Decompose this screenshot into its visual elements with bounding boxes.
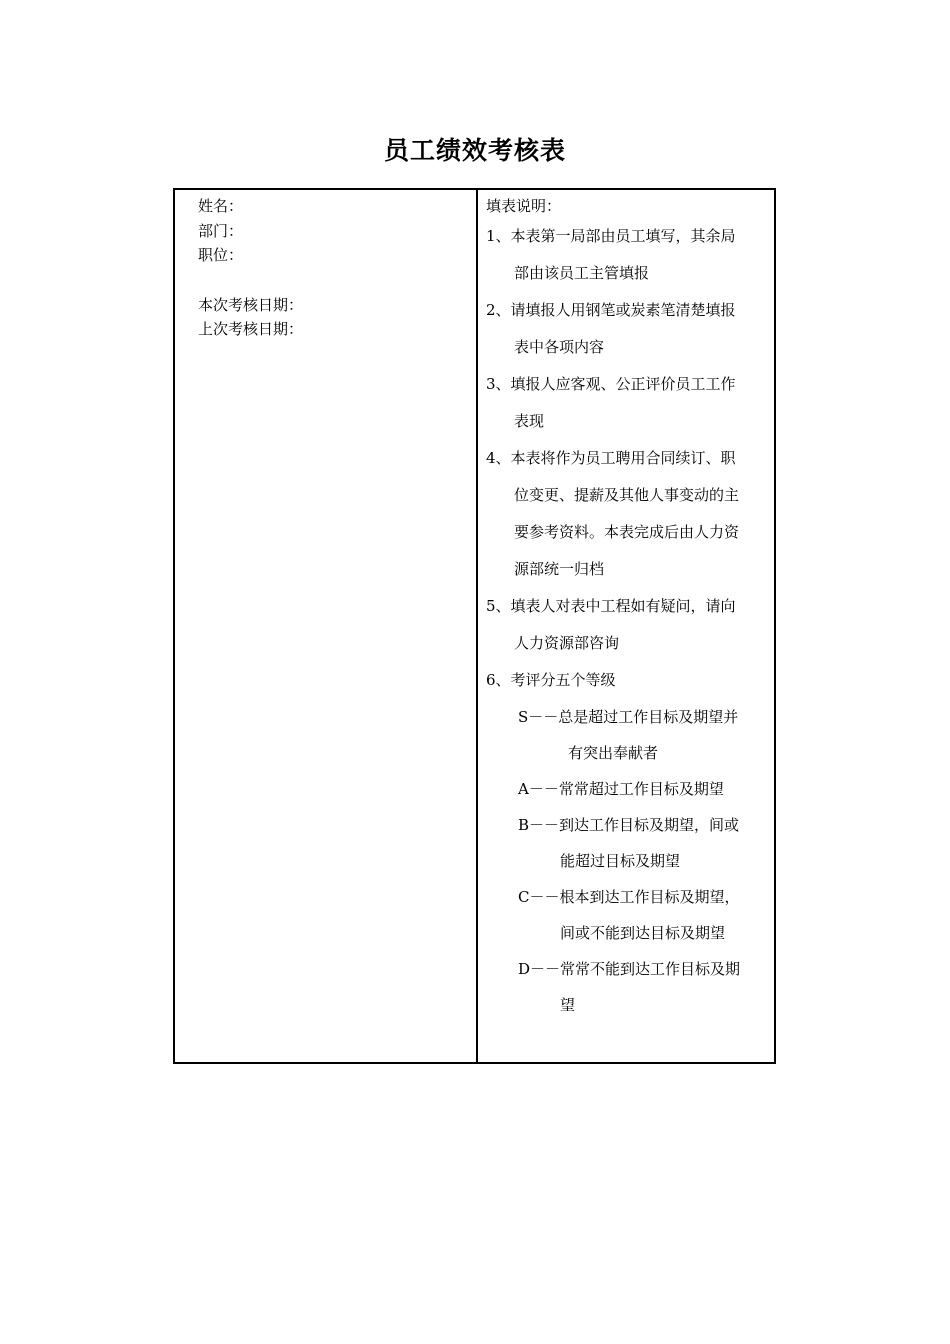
- grade-line: B－－到达工作目标及期望，间或: [518, 816, 740, 834]
- position-label: 职位：: [198, 246, 244, 264]
- instruction-line: 源部统一归档: [514, 560, 605, 578]
- instructions-heading: 填表说明：: [486, 197, 562, 215]
- instruction-line: 1、本表第一局部由员工填写，其余局: [486, 227, 736, 245]
- department-label: 部门：: [198, 221, 244, 240]
- page-title: 员工绩效考核表: [383, 136, 566, 165]
- current-review-date-label: 本次考核日期：: [198, 295, 304, 314]
- last-review-date-label: 上次考核日期：: [198, 320, 304, 338]
- grade-c: [486, 879, 771, 951]
- grade-d: [486, 951, 771, 1023]
- instruction-line: 6、考评分五个等级: [486, 671, 616, 689]
- grade-line: S－－总是超过工作目标及期望并: [518, 708, 739, 726]
- instruction-line: 人力资源部咨询: [514, 634, 620, 652]
- instruction-line: 3、填报人应客观、公正评价员工工作: [486, 375, 736, 393]
- instruction-line: 表现: [514, 412, 545, 430]
- grade-line: 能超过目标及期望: [560, 852, 681, 870]
- instruction-line: 表中各项内容: [514, 338, 605, 356]
- instruction-item-3: [486, 366, 771, 440]
- instruction-item-6: [486, 662, 771, 699]
- grade-line: 望: [560, 996, 576, 1014]
- grade-a: [486, 771, 771, 807]
- grade-line: D－－常常不能到达工作目标及期: [518, 960, 741, 978]
- grade-s: [486, 699, 771, 771]
- instruction-line: 5、填表人对表中工程如有疑问，请向: [486, 597, 736, 615]
- grade-line: 间或不能到达目标及期望: [560, 924, 726, 942]
- instruction-line: 要参考资料。本表完成后由人力资: [514, 523, 740, 541]
- instruction-item-4: [486, 440, 771, 588]
- evaluation-form-table: [173, 188, 776, 1064]
- instruction-line: 2、请填报人用钢笔或炭素笔清楚填报: [486, 301, 736, 319]
- grade-line: C－－根本到达工作目标及期望，: [518, 888, 740, 906]
- column-divider: [476, 190, 478, 1062]
- instruction-line: 4、本表将作为员工聘用合同续订、职: [486, 449, 736, 467]
- instruction-line: 位变更、提薪及其他人事变动的主: [514, 486, 740, 504]
- employee-info-column: [198, 194, 303, 342]
- grade-b: [486, 807, 771, 879]
- instructions-column: [486, 194, 771, 1023]
- instruction-line: 部由该员工主管填报: [514, 264, 650, 282]
- name-label: 姓名：: [198, 197, 244, 215]
- grade-line: A－－常常超过工作目标及期望: [518, 780, 724, 798]
- grade-line: 有突出奉献者: [568, 744, 659, 762]
- instruction-item-5: [486, 588, 771, 662]
- instruction-item-2: [486, 292, 771, 366]
- instruction-item-1: [486, 218, 771, 292]
